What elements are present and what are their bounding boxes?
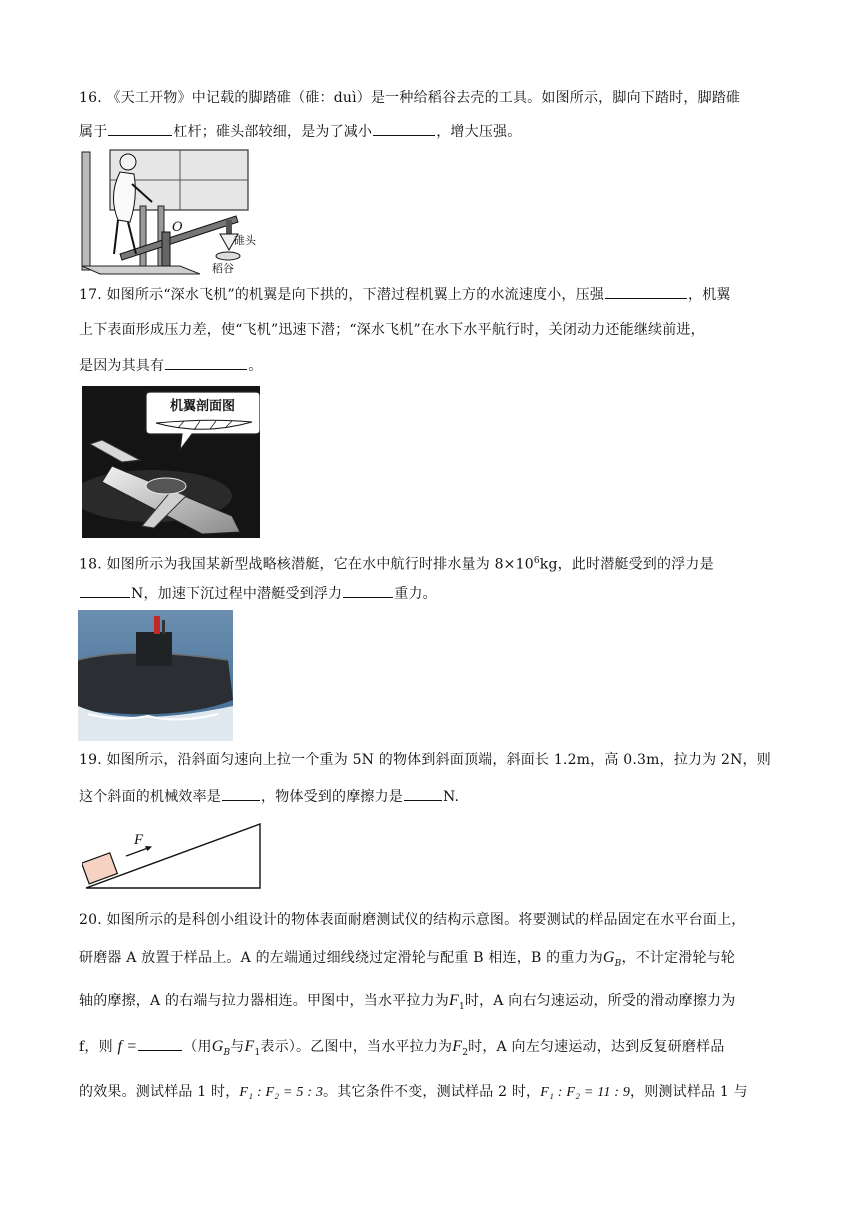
q18-line-1: 18. 如图所示为我国某新型战略核潜艇，它在水中航行时排水量为 $8\times 10^6kg$，此时潜艇受到的浮力是 bbox=[79, 556, 714, 573]
q19-line-1: 19. 如图所示，沿斜面匀速向上拉一个重为 5N 的物体到斜面顶端，斜面长 1.2m，高 0.3m，拉力为 2N，则 bbox=[79, 752, 771, 768]
q20-line-5: 的效果。测试样品 1 时，F₁ : F₂ = 5 : 3。其它条件不变，测试样品 2 时，F₁ : F₂ = 11 : 9，则测试样品 1 与 bbox=[79, 1084, 748, 1100]
submarine-figure bbox=[78, 610, 233, 741]
q19-blank-2 bbox=[404, 786, 442, 801]
pestle-head-label: 碓头 bbox=[234, 234, 256, 247]
q17-blank-1 bbox=[605, 284, 687, 299]
incline-figure bbox=[82, 820, 264, 892]
wing-callout-label: 机翼剖面图 bbox=[170, 399, 236, 414]
q16-line-1: 16. 《天工开物》中记载的脚踏碓（碓：duì）是一种给稻谷去壳的工具。如图所示，脚向下踏时，脚踏碓 bbox=[79, 90, 741, 106]
q18-blank-2 bbox=[343, 583, 393, 598]
q18-line-2: N，加速下沉过程中潜艇受到浮力 重力。 bbox=[79, 583, 437, 604]
q17-line-3: 是因为其具有 。 bbox=[79, 355, 262, 376]
q20-line-4: f，则 f = （用$G_B$与$F_1$表示）。乙图中，当水平拉力为$F_2$时，A 向左匀速运动，达到反复研磨样品 bbox=[79, 1038, 725, 1058]
q20-blank-1 bbox=[138, 1036, 182, 1051]
q17-blank-2 bbox=[165, 355, 247, 370]
deep-flight-figure bbox=[82, 386, 260, 538]
q18-blank-1 bbox=[80, 583, 130, 598]
q20-line-1: 20. 如图所示的是科创小组设计的物体表面耐磨测试仪的结构示意图。将要测试的样品固定在水平台面上， bbox=[79, 912, 746, 928]
foot-pestle-figure bbox=[80, 146, 260, 278]
fulcrum-label: O bbox=[172, 220, 183, 235]
q16-line-2: 属于 杠杆；碓头部较细，是为了减小 ，增大压强。 bbox=[79, 121, 521, 142]
q16-blank-2 bbox=[373, 121, 435, 136]
q16-blank-1 bbox=[108, 121, 172, 136]
q19-line-2: 这个斜面的机械效率是 ，物体受到的摩擦力是 N. bbox=[79, 786, 459, 807]
q19-blank-1 bbox=[222, 786, 260, 801]
q20-line-2: 研磨器 A 放置于样品上。A 的左端通过细线绕过定滑轮与配重 B 相连，B 的重力为$G_B$，不计定滑轮与轮 bbox=[79, 949, 736, 969]
force-label: F bbox=[134, 832, 144, 848]
rice-label: 稻谷 bbox=[212, 262, 234, 275]
q17-line-2: 上下表面形成压力差，使“飞机”迅速下潜；“深水飞机”在水下水平航行时，关闭动力还能继续前进， bbox=[79, 322, 705, 338]
q20-line-3: 轴的摩擦，A 的右端与拉力器相连。甲图中，当水平拉力为$F_1$时，A 向右匀速运动，所受的滑动摩擦力为 bbox=[79, 992, 736, 1012]
q17-line-1: 17. 如图所示“深水飞机”的机翼是向下拱的，下潜过程机翼上方的水流速度小，压强 ，机翼 bbox=[79, 284, 731, 305]
